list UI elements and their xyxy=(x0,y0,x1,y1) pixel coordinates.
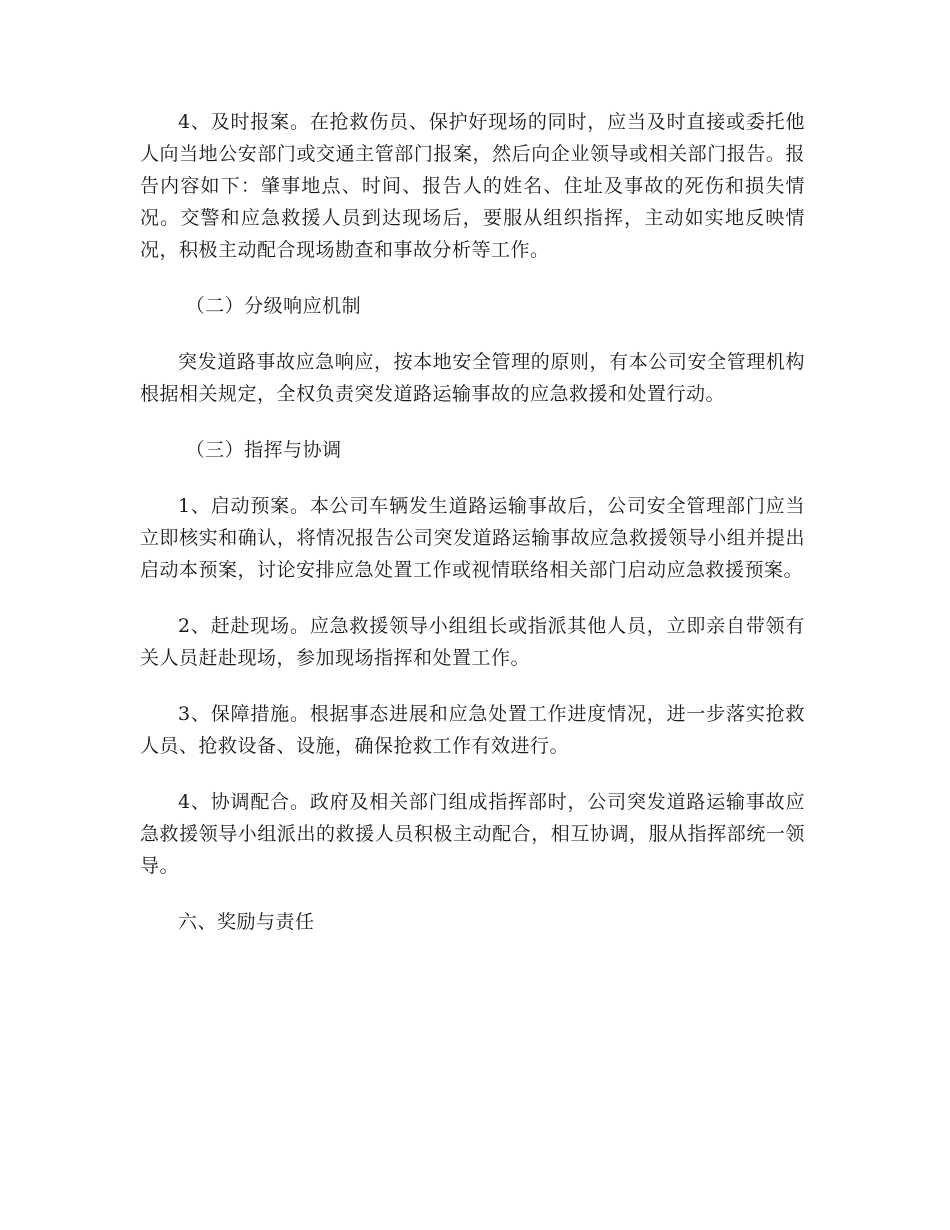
paragraph-safeguard-measures: 3、保障措施。根据事态进展和应急处置工作进度情况，进一步落实抢救人员、抢救设备、设施，确保抢救工作有效进行。 xyxy=(140,703,805,757)
heading-tiered-response: （二）分级响应机制 xyxy=(185,295,362,317)
document-page xyxy=(140,106,805,938)
paragraph-activate-plan: 1、启动预案。本公司车辆发生道路运输事故后，公司安全管理部门应当立即核实和确认，将情况报告公司突发道路运输事故应急救援领导小组并提出启动本预案，讨论安排应急处置工作或视情联络相关部门启动应急救援预案。 xyxy=(140,495,805,581)
paragraph-rush-to-scene: 2、赶赴现场。应急救援领导小组组长或指派其他人员，立即亲自带领有关人员赶赴现场，参加现场指挥和处置工作。 xyxy=(140,615,805,669)
paragraph-coordination: 4、协调配合。政府及相关部门组成指挥部时，公司突发道路运输事故应急救援领导小组派出的救援人员积极主动配合，相互协调，服从指挥部统一领导。 xyxy=(140,791,805,877)
heading-rewards-responsibility: 六、奖励与责任 xyxy=(178,911,315,933)
paragraph-tiered-response: 突发道路事故应急响应，按本地安全管理的原则，有本公司安全管理机构根据相关规定，全权负责突发道路运输事故的应急救援和处置行动。 xyxy=(140,351,805,405)
heading-command-coordination: （三）指挥与协调 xyxy=(185,439,342,461)
paragraph-report-case: 4、及时报案。在抢救伤员、保护好现场的同时，应当及时直接或委托他人向当地公安部门或交通主管部门报案，然后向企业领导或相关部门报告。报告内容如下：肇事地点、时间、报告人的姓名、住址及事故的死伤和损失情况。交警和应急救援人员到达现场后，要服从组织指挥，主动如实地反映情况，积极主动配合现场勘查和事故分析等工作。 xyxy=(140,111,805,261)
